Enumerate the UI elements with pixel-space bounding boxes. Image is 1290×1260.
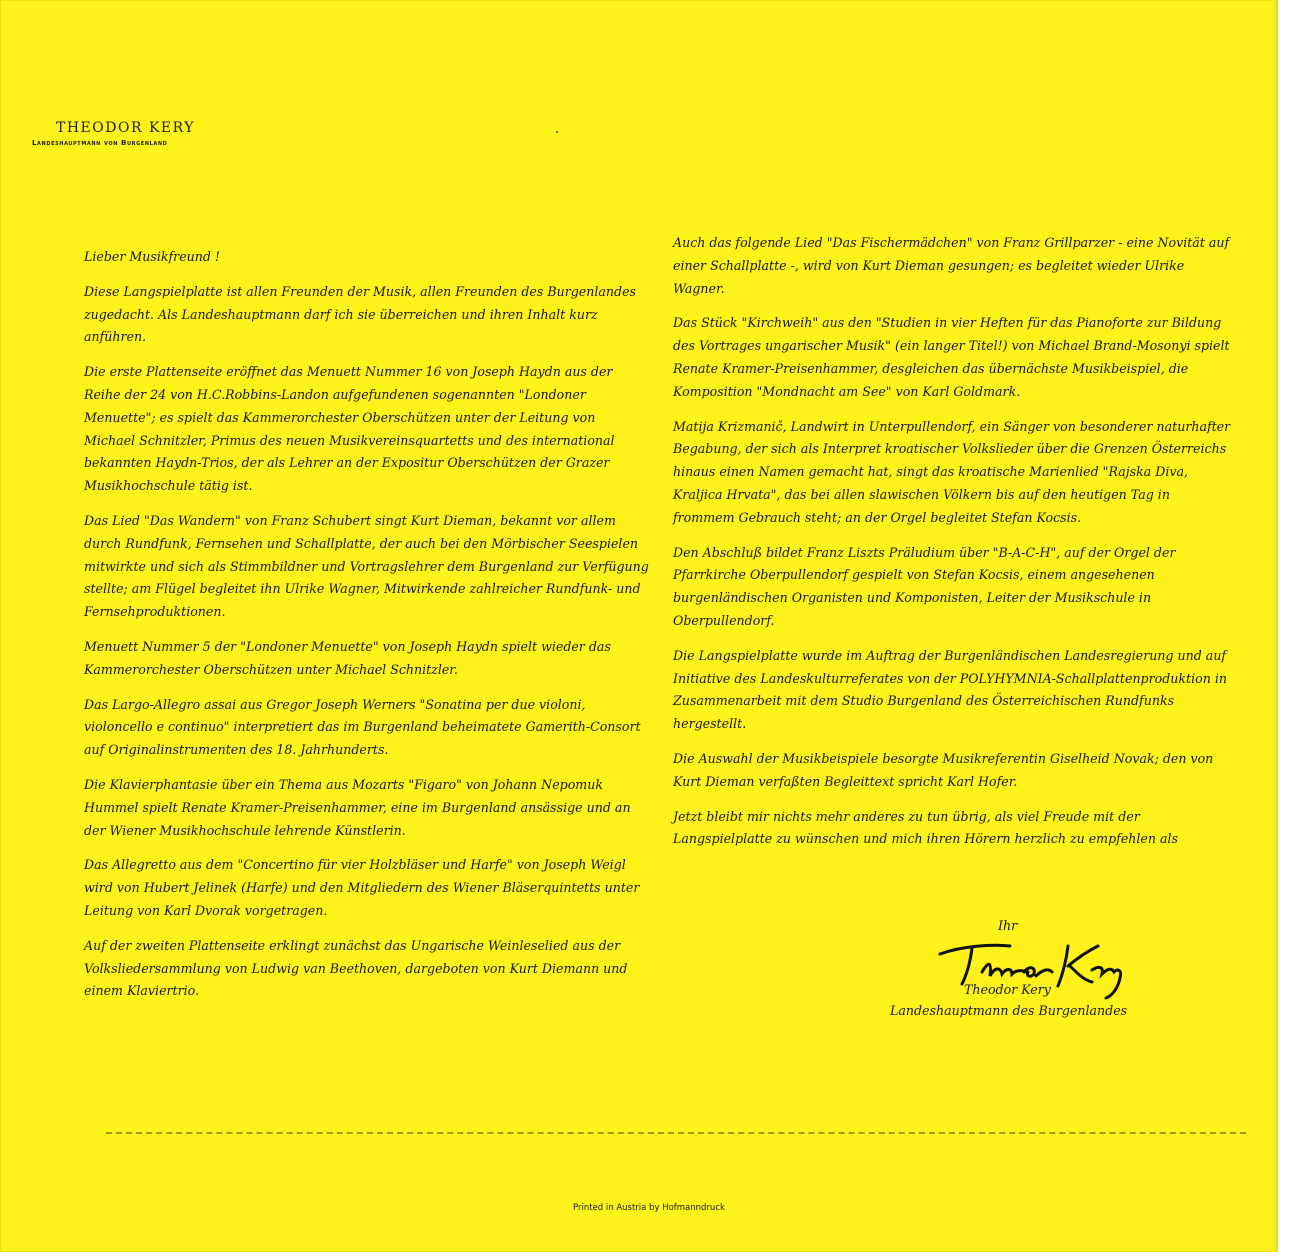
paragraph: Menuett Nummer 5 der "Londoner Menuette" von Joseph Haydn spielt wieder das Kammerorchester Oberschützen unter Michael Schnitzler.: [84, 638, 611, 677]
paragraph: Das Stück "Kirchweih" aus den "Studien in vier Heften für das Pianoforte zur Bildung des Vortrages ungarischer Musik" (ein langer Titel!) von Michael Brand-Mosonyi spielt Renate Kramer-Preisenhammer, desgleichen das übernächste Musikbeispiel, die Komposition "Mondnacht am See" von Karl Goldmark.: [673, 315, 1230, 399]
closing-salutation: Ihr: [998, 918, 1018, 933]
speck: [556, 131, 558, 133]
paragraph: Matija Krizmanič, Landwirt in Unterpullendorf, ein Sänger von besonderer naturhafter Begabung, der sich als Interpret kroatischer Volkslieder über die Grenzen Österreichs hinaus einen Namen gemacht hat, singt das kroatische Marienlied "Rajska Diva, Kraljica Hrvata", das bei allen slawischen Völkern bis auf den heutigen Tag in frommem Gebrauch steht; an der Orgel begleitet Stefan Kocsis.: [673, 418, 1231, 525]
paragraph: Den Abschluß bildet Franz Liszts Präludium über "B-A-C-H", auf der Orgel der Pfarrkirche Oberpullendorf gespielt von Stefan Kocsis, einem angesehenen burgenländischen Organisten und Komponisten, Leiter der Musikschule in Oberpullendorf.: [673, 544, 1176, 628]
paragraph: Diese Langspielplatte ist allen Freunden der Musik, allen Freunden des Burgenlandes zugedacht. Als Landeshauptmann darf ich sie überreichen und ihren Inhalt kurz anführen.: [84, 283, 636, 345]
paragraph: Die Klavierphantasie über ein Thema aus Mozarts "Figaro" von Johann Nepomuk Hummel spielt Renate Kramer-Preisenhammer, eine im Burgenland ansässige und an der Wiener Musikhochschule lehrende Künstlerin.: [84, 776, 631, 838]
paragraph: Jetzt bleibt mir nichts mehr anderes zu tun übrig, als viel Freude mit der Langspielplatte zu wünschen und mich ihren Hörern herzlich zu empfehlen als: [673, 808, 1178, 847]
signatory-name: Theodor Kery: [964, 982, 1051, 997]
left-text-column: [84, 246, 649, 1015]
paragraph: Auch das folgende Lied "Das Fischermädchen" von Franz Grillparzer - eine Novität auf einer Schallplatte -, wird von Kurt Dieman gesungen; es begleitet wieder Ulrike Wagner.: [673, 235, 1230, 296]
printer-credit: Printed in Austria by Hofmanndruck: [573, 1203, 725, 1213]
paragraph: Das Lied "Das Wandern" von Franz Schubert singt Kurt Dieman, bekannt vor allem durch Rundfunk, Fernsehen und Schallplatte, der auch bei den Mörbischer Seespielen mitwirkte und sich als Stimmbildner und Vortragslehrer dem Burgenland zur Verfügung stellte; am Flügel begleitet ihn Ulrike Wagner, Mitwirkende zahlreicher Rundfunk- und Fernsehproduktionen.: [84, 512, 649, 620]
paragraph: Die erste Plattenseite eröffnet das Menuett Nummer 16 von Joseph Haydn aus der Reihe der 24 von H.C.Robbins-Landon aufgefundenen sogenannten "Londoner Menuette"; es spielt das Kammerorchester Oberschützen unter der Leitung von Michael Schnitzler, Primus des neuen Musikvereinsquartetts und des international bekannten Haydn-Trios, der als Lehrer an der Expositur Oberschützen der Grazer Musikhochschule tätig ist.: [84, 364, 615, 494]
paragraph: Die Auswahl der Musikbeispiele besorgte Musikreferentin Giselheid Novak; den von Kurt Dieman verfaßten Begleittext spricht Karl Hofer.: [673, 750, 1214, 789]
paragraph: Lieber Musikfreund !: [84, 249, 220, 264]
author-name-header: THEODOR KERY: [56, 120, 195, 136]
paragraph: Das Allegretto aus dem "Concertino für vier Holzbläser und Harfe" von Joseph Weigl wird von Hubert Jelinek (Harfe) und den Mitgliedern des Wiener Bläserquintetts unter Leitung von Karl Dvorak vorgetragen.: [84, 857, 640, 918]
paragraph: Die Langspielplatte wurde im Auftrag der Burgenländischen Landesregierung und auf Initiative des Landeskulturreferates von der POLYHYMNIA-Schallplattenproduktion in Zusammenarbeit mit dem Studio Burgenland des Österreichischen Rundfunks hergestellt.: [673, 647, 1227, 732]
paragraph: Auf der zweiten Plattenseite erklingt zunächst das Ungarische Weinleselied aus der Volksliedersammlung von Ludwig van Beethoven, dargeboten von Kurt Diemann und einem Klaviertrio.: [84, 937, 628, 999]
right-text-column: [673, 232, 1233, 863]
signatory-title: Landeshauptmann des Burgenlandes: [890, 1003, 1128, 1018]
paragraph: Das Largo-Allegro assai aus Gregor Joseph Werners "Sonatina per due violoni, violoncello e continuo" interpretiert das im Burgenland beheimatete Gamerith-Consort auf Originalinstrumenten des 18. Jahrhunderts.: [84, 696, 641, 758]
divider: [106, 1132, 1246, 1134]
author-title-header: Landeshauptmann von Burgenland: [32, 139, 168, 147]
